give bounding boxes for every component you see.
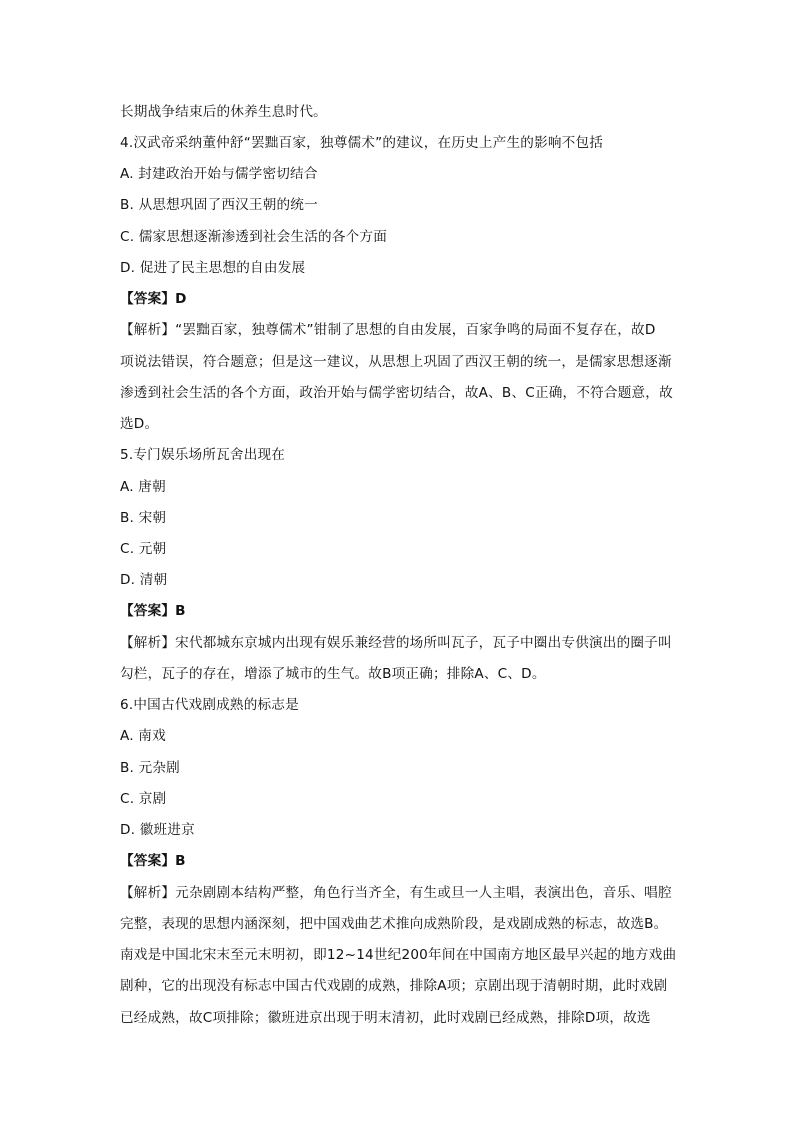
analysis-line: 剧种，它的出现没有标志中国古代戏剧的成熟，排除A项；京剧出现于清朝时期，此时戏剧: [120, 978, 668, 994]
option-a: A. 南戏: [120, 728, 166, 744]
analysis-line: 选D。: [120, 416, 159, 432]
analysis-line: 完整，表现的思想内涵深刻，把中国戏曲艺术推向成熟阶段，是戏剧成熟的标志，故选B。: [120, 916, 668, 932]
analysis-line: 项说法错误，符合题意；但是这一建议，从思想上巩固了西汉王朝的统一，是儒家思想逐渐: [120, 354, 672, 370]
analysis-line: 渗透到社会生活的各个方面，政治开始与儒学密切结合，故A、B、C正确，不符合题意，故: [120, 385, 673, 401]
option-a: A. 封建政治开始与儒学密切结合: [120, 166, 318, 182]
option-b: B. 从思想巩固了西汉王朝的统一: [120, 197, 318, 213]
answer-label: 【答案】B: [120, 853, 186, 869]
option-d: D. 清朝: [120, 572, 168, 588]
answer-label: 【答案】B: [120, 603, 186, 619]
analysis-line: 已经成熟，故C项排除；徽班进京出现于明末清初，此时戏剧已经成熟，排除D项，故选: [120, 1010, 651, 1026]
option-c: C. 京剧: [120, 791, 167, 807]
question-4: 4.汉武帝采纳董仲舒“罢黜百家，独尊儒术”的建议，在历史上产生的影响不包括: [120, 135, 604, 151]
analysis-line: 南戏是中国北宋末至元末明初，即12~14世纪200年间在中国南方地区最早兴起的地方戏曲: [120, 947, 677, 963]
option-c: C. 儒家思想逐渐渗透到社会生活的各个方面: [120, 229, 388, 245]
option-b: B. 元杂剧: [120, 760, 180, 776]
analysis-line: 【解析】“罢黜百家，独尊儒术”钳制了思想的自由发展，百家争鸣的局面不复存在，故D: [120, 322, 656, 338]
option-b: B. 宋朝: [120, 510, 167, 526]
analysis-line: 勾栏，瓦子的存在，增添了城市的生气。故B项正确；排除A、C、D。: [120, 666, 546, 682]
question-5: 5.专门娱乐场所瓦舍出现在: [120, 447, 286, 463]
text-line: 长期战争结束后的休养生息时代。: [120, 104, 327, 120]
option-d: D. 徽班进京: [120, 822, 195, 838]
option-c: C. 元朝: [120, 541, 167, 557]
option-a: A. 唐朝: [120, 479, 166, 495]
analysis-line: 【解析】宋代都城东京城内出现有娱乐兼经营的场所叫瓦子，瓦子中圈出专供演出的圈子叫: [120, 635, 672, 651]
analysis-line: 【解析】元杂剧剧本结构严整，角色行当齐全，有生或旦一人主唱，表演出色，音乐、唱腔: [120, 885, 672, 901]
answer-label: 【答案】D: [120, 291, 187, 307]
option-d: D. 促进了民主思想的自由发展: [120, 260, 306, 276]
question-6: 6.中国古代戏剧成熟的标志是: [120, 697, 299, 713]
